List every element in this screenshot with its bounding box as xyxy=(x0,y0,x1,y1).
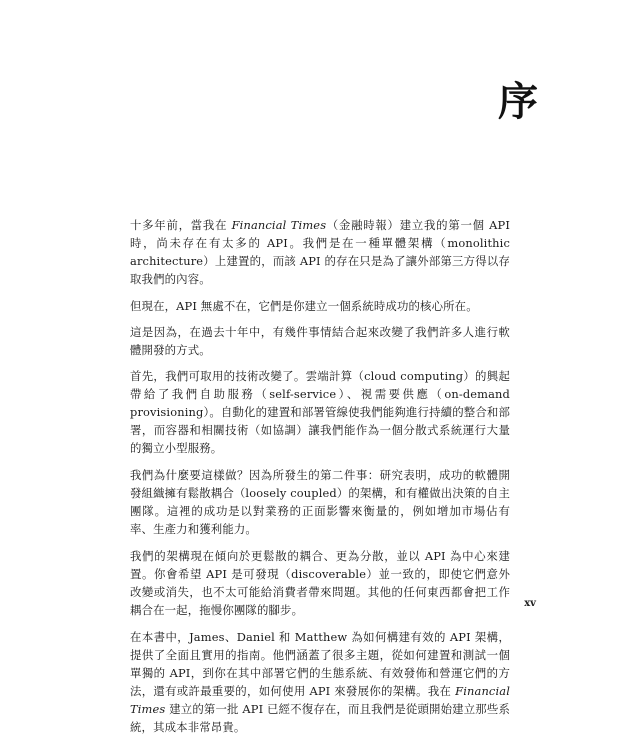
publication-title: Financial Times xyxy=(231,218,327,232)
paragraph-4: 首先，我們可取用的技術改變了。雲端計算（cloud computing）的興起帶給了我們自助服務（self-service）、視需要供應（on-demand provisioning）。自動化的建置和部署管線使我們能夠進行持續的整合和部署，而容器和相關技術（如協調）讓我們能作為一個分散式系統運行大量的獨立小型服務。 xyxy=(130,369,510,455)
paragraph-3: 這是因為，在過去十年中，有幾件事情結合起來改變了我們許多人進行軟體開發的方式。 xyxy=(130,325,510,357)
body-text xyxy=(130,216,510,745)
page-number: xv xyxy=(524,598,536,609)
paragraph-6: 我們的架構現在傾向於更鬆散的耦合、更為分散，並以 API 為中心來建置。你會希望 API 是可發現（discoverable）並一致的，即使它們意外改變或消失，也不太可能給消費者帶來問題。其他的任何東西都會把工作耦合在一起，拖慢你團隊的腳步。 xyxy=(130,549,510,617)
paragraph-1-part-a: 十多年前，當我在 xyxy=(130,218,232,232)
paragraph-1 xyxy=(130,216,510,288)
paragraph-7 xyxy=(130,628,510,736)
chapter-heading: 序 xyxy=(498,78,538,125)
paragraph-7-part-a: 在本書中，James、Daniel 和 Matthew 為如何構建有效的 API 架構，提供了全面且實用的指南。他們涵蓋了很多主題，從如何建置和測試一個單獨的 API，到你在其中部署它們的生態系統、有效發佈和營運它們的方法，還有或許最重要的，如何使用 API 來發展你的架構。我在 xyxy=(130,630,510,698)
publication-title: Financial Times xyxy=(130,684,510,716)
paragraph-5: 我們為什麼要這樣做？因為所發生的第二件事：研究表明，成功的軟體開發組織擁有鬆散耦合（loosely coupled）的架構，和有權做出決策的自主團隊。這裡的成功是以對業務的正面影響來衡量的，例如增加市場佔有率、生產力和獲利能力。 xyxy=(130,468,510,536)
paragraph-1-part-c: （金融時報）建立我的第一個 API 時，尚未存在有太多的 API。我們是在一種單體架構（monolithic architecture）上建置的，而該 API 的存在只是為了讓外部第三方得以存取我們的內容。 xyxy=(130,218,510,286)
paragraph-7-part-c: 建立的第一批 API 已經不復存在，而且我們是從頭開始建立那些系統，其成本非常昂貴。 xyxy=(130,702,510,734)
paragraph-2: 但現在，API 無處不在，它們是你建立一個系統時成功的核心所在。 xyxy=(130,299,478,313)
